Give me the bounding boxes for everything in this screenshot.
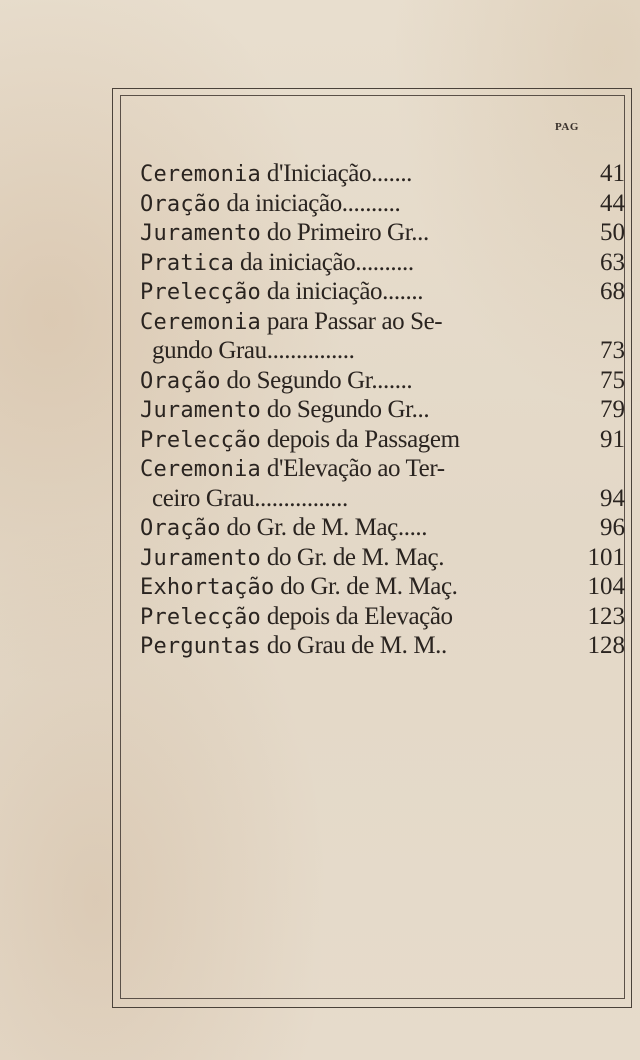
entry-title-rest: d'Iniciação.......	[261, 160, 413, 187]
toc-entry	[140, 189, 630, 219]
entry-keyword: Juramento	[140, 545, 262, 571]
entry-page-number: 75	[600, 366, 625, 394]
entry-page-number: 128	[587, 632, 625, 659]
pag-column-header: PAG	[555, 121, 579, 133]
entry-keyword: Juramento	[140, 398, 262, 423]
toc-entry	[140, 602, 630, 632]
toc-entry-continuation	[140, 336, 630, 366]
entry-keyword: Prelecção	[140, 280, 262, 305]
entry-keyword: Perguntas	[140, 634, 262, 659]
entry-title-rest: do Segundo Gr.......	[220, 366, 413, 394]
entry-title-rest: do Segundo Gr...	[261, 396, 430, 423]
toc-entry	[140, 425, 630, 455]
entry-title-rest: depois da Passagem	[261, 425, 460, 453]
entry-title-rest: d'Elevação ao Ter-	[261, 455, 445, 482]
entry-title-rest: gundo Grau...............	[152, 337, 355, 364]
entry-page-number: 123	[587, 602, 625, 630]
entry-page-number: 94	[600, 484, 625, 512]
entry-page-number: 44	[600, 189, 625, 217]
entry-keyword: Juramento	[140, 221, 262, 246]
toc-entry	[140, 277, 630, 307]
entry-title-rest: do Gr. de M. Maç.	[274, 573, 458, 600]
toc-entry	[140, 307, 630, 337]
entry-page-number: 68	[600, 278, 625, 305]
toc-entry	[140, 454, 630, 484]
entry-keyword: Prelecção	[140, 604, 262, 630]
entry-title-rest: do Grau de M. M..	[261, 632, 447, 659]
entry-page-number: 79	[600, 396, 625, 423]
entry-keyword: Ceremonia	[140, 162, 262, 187]
entry-page-number: 101	[587, 543, 625, 571]
entry-title-rest: ceiro Grau................	[152, 484, 348, 512]
entry-keyword: Ceremonia	[140, 309, 262, 335]
toc-entry	[140, 395, 630, 425]
entry-title-rest: da iniciação..........	[220, 189, 401, 217]
entry-page-number: 91	[600, 425, 625, 453]
entry-keyword: Exhortação	[140, 575, 275, 600]
entry-keyword: Oração	[140, 368, 221, 394]
entry-keyword: Oração	[140, 191, 221, 217]
entry-title-rest: da iniciação..........	[234, 248, 414, 276]
entry-page-number: 41	[600, 160, 625, 187]
toc-entry	[140, 366, 630, 396]
entry-keyword: Pratica	[140, 250, 235, 276]
toc-entry	[140, 543, 630, 573]
entry-keyword: Prelecção	[140, 427, 262, 453]
entry-page-number: 104	[587, 573, 625, 600]
entry-title-rest: do Gr. de M. Maç.....	[220, 514, 428, 541]
toc-entry	[140, 159, 630, 189]
table-of-contents	[140, 159, 630, 661]
entry-page-number: 73	[600, 337, 625, 364]
entry-page-number: 63	[600, 248, 625, 276]
toc-entry	[140, 631, 630, 661]
toc-entry	[140, 218, 630, 248]
toc-entry	[140, 572, 630, 602]
entry-keyword: Oração	[140, 516, 221, 541]
entry-title-rest: do Primeiro Gr...	[261, 219, 429, 246]
toc-entry-continuation	[140, 484, 630, 514]
toc-entry	[140, 248, 630, 278]
entry-page-number: 50	[600, 219, 625, 246]
entry-keyword: Ceremonia	[140, 457, 262, 482]
entry-page-number: 96	[600, 514, 625, 541]
entry-title-rest: do Gr. de M. Maç.	[261, 543, 445, 571]
entry-title-rest: da iniciação.......	[261, 278, 424, 305]
toc-entry	[140, 513, 630, 543]
entry-title-rest: depois da Elevação	[261, 602, 453, 630]
entry-title-rest: para Passar ao Se-	[261, 307, 443, 335]
